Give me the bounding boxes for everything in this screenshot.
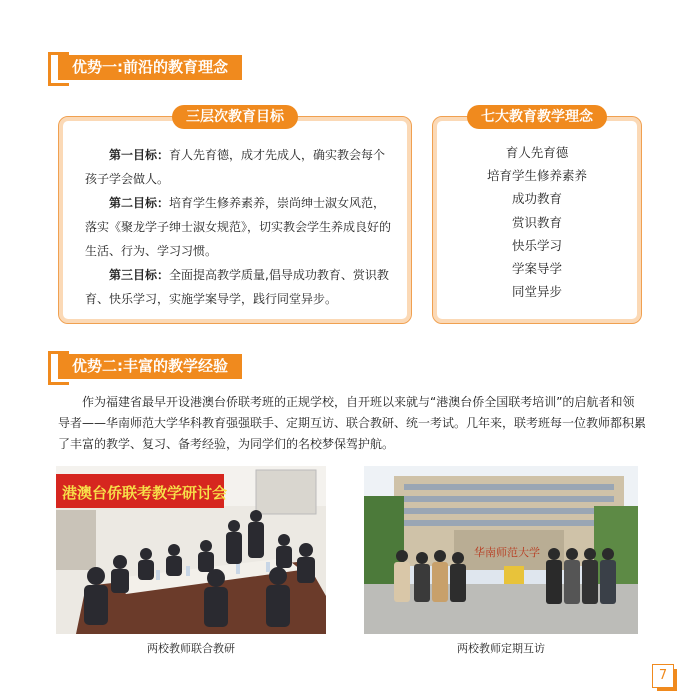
photo1-caption: 两校教师联合教研 — [147, 642, 235, 655]
goals-box — [58, 109, 412, 324]
ideas-list — [433, 141, 641, 303]
goal-label: 第一目标： — [109, 148, 170, 162]
idea-item: 成功教育 — [511, 191, 562, 207]
goal-text: 全面提高教学质量,倡导成功教育、赏识教育、快乐学习，实施学案导学，践行同堂异步。 — [85, 268, 389, 306]
goal-label: 第二目标： — [109, 196, 170, 210]
ideas-title: 七大教育教学理念 — [467, 105, 607, 129]
goal-item — [85, 263, 393, 311]
campus-photo-illustration — [364, 466, 638, 634]
idea-item: 学案导学 — [511, 260, 562, 276]
photo-joint-research — [56, 466, 326, 634]
photo2-caption: 两校教师定期互访 — [457, 642, 545, 655]
idea-item: 同堂异步 — [511, 284, 562, 300]
goal-label: 第三目标： — [109, 268, 170, 282]
goal-item — [85, 191, 393, 263]
goals-text — [85, 143, 393, 311]
section1-title: 优势一:前沿的教育理念 — [58, 55, 242, 80]
meeting-photo-illustration — [56, 466, 326, 634]
photo-regular-visit — [364, 466, 638, 634]
idea-item: 培育学生修养素养 — [486, 168, 587, 184]
page-number: 7 — [652, 664, 674, 688]
idea-item: 赏识教育 — [511, 214, 562, 230]
goal-text: 育人先育德，成才先成人，确实教会每个孩子学会做人。 — [85, 148, 386, 186]
idea-item: 快乐学习 — [511, 237, 562, 253]
section2-title: 优势二:丰富的教学经验 — [58, 354, 242, 379]
goals-title: 三层次教育目标 — [172, 105, 298, 129]
goal-text: 培育学生修养素养，崇尚绅士淑女风范，落实《聚龙学子绅士淑女规范》，切实教会学生养成良好的生活、行为、学习习惯。 — [85, 196, 392, 258]
banner-text: 港澳台侨联考教学研讨会 — [62, 484, 228, 502]
goal-item — [85, 143, 393, 191]
ideas-box — [432, 109, 642, 324]
section2-body: 作为福建省最早开设港澳台侨联考班的正规学校，自开班以来就与“港澳台侨全国联考培训”的启航者和领导者——华南师范大学华科教育强强联手、定期互访、联合教研、统一考试。几年来，联考班每一位教师都积累了丰富的教学、复习、备考经验，为同学们的名校梦保驾护航。 — [58, 395, 647, 451]
building-sign: 华南师范大学 — [474, 546, 540, 559]
idea-item: 育人先育德 — [505, 145, 569, 160]
